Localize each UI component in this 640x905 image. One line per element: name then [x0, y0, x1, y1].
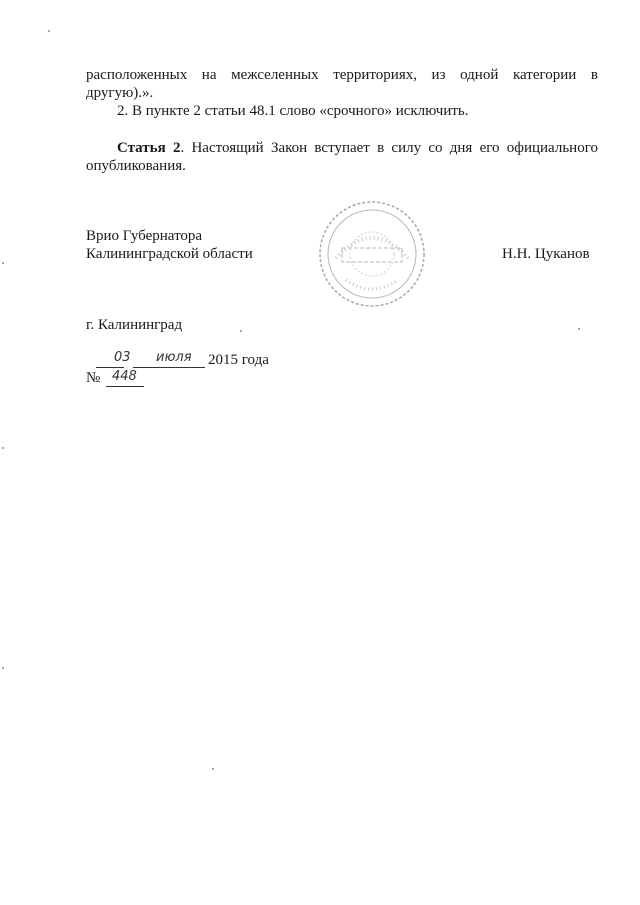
- paragraph-line-1: расположенных на межселенных территориях, из одной категории в: [86, 67, 598, 83]
- scan-speck: [48, 30, 50, 32]
- city: г. Калининград: [86, 317, 183, 333]
- article-2-heading: Статья 2: [117, 140, 181, 156]
- scan-speck: [578, 328, 580, 330]
- month-blank-underline: [133, 367, 205, 368]
- date-day: 03: [114, 350, 131, 365]
- document-number: 448: [112, 369, 137, 384]
- number-label: №: [86, 370, 101, 386]
- scan-speck: [2, 667, 4, 669]
- date-month: июля: [156, 350, 192, 365]
- paragraph-line-2: другую).».: [86, 85, 154, 101]
- signer-position-line-2: Калининградской области: [86, 246, 253, 262]
- signer-position-line-1: Врио Губернатора: [86, 228, 203, 244]
- scan-speck: [2, 447, 4, 449]
- scan-speck: [212, 768, 214, 770]
- official-seal-icon: [316, 198, 428, 310]
- article-2-text: . Настоящий Закон вступает в силу со дня его официального: [180, 140, 598, 156]
- article-2-line-1: [117, 139, 598, 157]
- number-blank-underline: [106, 386, 144, 387]
- scan-speck: [2, 262, 4, 264]
- signer-name: Н.Н. Цуканов: [502, 246, 590, 262]
- article-2-line-2: опубликования.: [86, 158, 186, 174]
- paragraph-item-2: 2. В пункте 2 статьи 48.1 слово «срочного» исключить.: [117, 103, 469, 119]
- scan-speck: [240, 330, 242, 332]
- day-blank-underline: [96, 367, 124, 368]
- date-year: 2015 года: [208, 352, 269, 368]
